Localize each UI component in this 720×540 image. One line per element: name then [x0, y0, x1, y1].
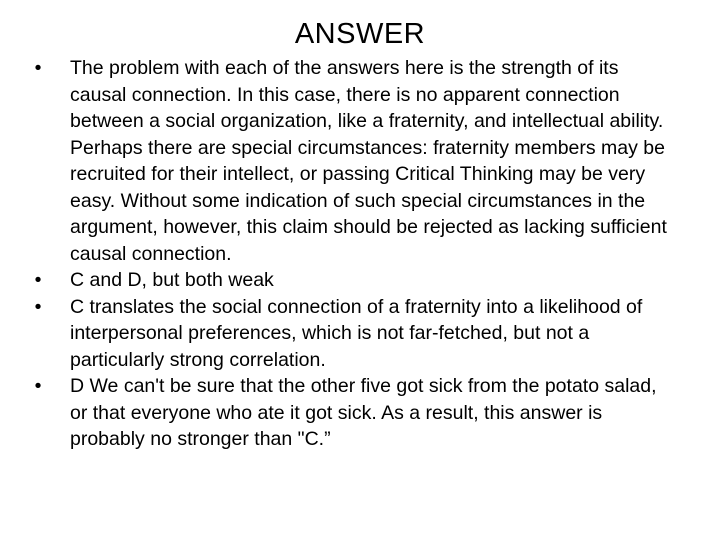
bullet-item-c — [28, 294, 678, 374]
bullet-icon: • — [34, 375, 42, 397]
bullet-icon: • — [34, 57, 42, 79]
bullet-item-d — [28, 373, 678, 453]
bullet-text: The problem with each of the answers here is the strength of its causal connection. In this case, there is no apparent connection between a social organization, like a fraternity, and intellectual ability. Perhaps there are special circumstances: fraternity members may be recruited for their intellect, or passing Critical Thinking may be very easy. Without some indication of such special circumstances in the argument, however, this claim should be rejected as lacking sufficient causal connection. — [70, 57, 667, 265]
bullet-icon: • — [34, 269, 42, 291]
bullet-item-explanation — [28, 55, 678, 267]
slide-title: ANSWER — [294, 18, 426, 50]
bullet-item-c-and-d — [28, 267, 678, 294]
bullet-text: D We can't be sure that the other five got sick from the potato salad, or that everyone who ate it got sick. As a result, this answer is probably no stronger than "C.” — [70, 375, 657, 450]
bullet-text: C translates the social connection of a fraternity into a likelihood of interpersonal preferences, which is not far-fetched, but not a particularly strong correlation. — [70, 295, 643, 371]
bullet-text: C and D, but both weak — [70, 269, 274, 291]
bullet-list — [28, 55, 678, 453]
bullet-icon: • — [34, 295, 42, 318]
